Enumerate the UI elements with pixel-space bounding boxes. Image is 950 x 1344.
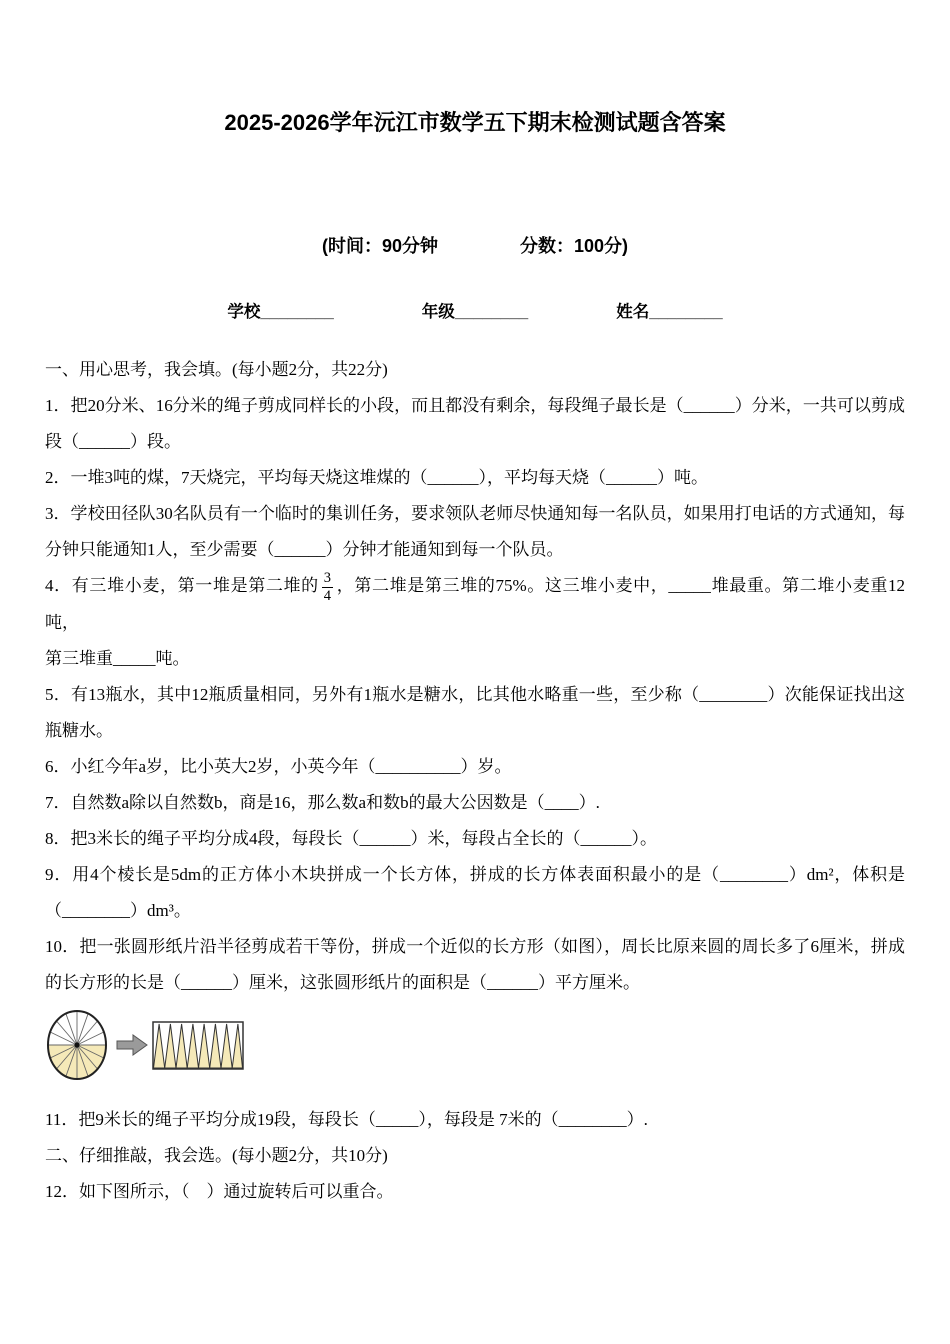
question-8: 8．把3米长的绳子平均分成4段，每段长（______）米，每段占全长的（______）。	[45, 828, 657, 848]
circle-to-rectangle-diagram	[45, 1007, 245, 1087]
grade-field: 年级________	[421, 303, 529, 322]
question-7: 7．自然数a除以自然数b，商是16，那么数a和数b的最大公因数是（____）.	[45, 792, 600, 812]
school-field: 学校________	[227, 303, 334, 322]
name-field: 姓名________	[616, 303, 723, 322]
question-12: 12．如下图所示，（ ）通过旋转后可以重合。	[45, 1181, 394, 1201]
section-1-heading: 一、用心思考，我会填。(每小题2分，共22分)	[45, 360, 388, 380]
time-label: (时间：90分钟	[321, 236, 438, 257]
question-11: 11．把9米长的绳子平均分成19段，每段长（_____），每段是 7米的（________）.	[45, 1109, 648, 1129]
exam-content	[45, 352, 905, 1209]
question-4-line2: 第三堆重_____吨。	[45, 648, 190, 668]
fraction-denominator: 4	[323, 587, 332, 604]
question-5: 5．有13瓶水，其中12瓶质量相同，另外有1瓶水是糖水，比其他水略重一些，至少称（________）次能保证找出这瓶糖水。	[45, 684, 905, 740]
section-2-heading: 二、仔细推敲，我会选。(每小题2分，共10分)	[45, 1145, 388, 1165]
question-1: 1．把20分米、16分米的绳子剪成同样长的小段，而且都没有剩余，每段绳子最长是（______）分米，一共可以剪成段（______）段。	[45, 396, 905, 452]
fraction-numerator: 3	[323, 570, 332, 587]
page-title: 2025-2026学年沅江市数学五下期末检测试题含答案	[224, 110, 726, 135]
question-10-figure	[45, 1007, 905, 1100]
question-3: 3．学校田径队30名队员有一个临时的集训任务，要求领队老师尽快通知每一名队员，如果用打电话的方式通知，每分钟只能通知1人，至少需要（______）分钟才能通知到每一个队员。	[45, 504, 905, 560]
score-label: 分数：100分)	[519, 236, 629, 257]
fraction-three-fourths	[322, 570, 333, 604]
question-4	[45, 568, 905, 640]
question-4-text-before: 4．有三堆小麦，第一堆是第二堆的	[45, 576, 319, 596]
question-4-text-after: ，第二堆是第三堆的75%。这三堆小麦中，_____堆最重。第二堆小麦重12吨，	[45, 576, 905, 632]
circle-center-dot	[74, 1042, 79, 1047]
question-2: 2．一堆3吨的煤，7天烧完，平均每天烧这堆煤的（______），平均每天烧（______）吨。	[45, 468, 708, 488]
exam-meta	[45, 232, 905, 258]
question-10: 10．把一张圆形纸片沿半径剪成若干等份，拼成一个近似的长方形（如图），周长比原来圆的周长多了6厘米，拼成的长方形的长是（______）厘米，这张圆形纸片的面积是（______）平方厘米。	[45, 936, 905, 992]
right-arrow-icon	[117, 1035, 147, 1055]
question-9: 9．用4个棱长是5dm的正方体小木块拼成一个长方体，拼成的长方体表面积最小的是（________）dm²，体积是（________）dm³。	[45, 864, 905, 920]
student-info-fields	[45, 298, 905, 322]
question-6: 6．小红今年a岁，比小英大2岁，小英今年（__________）岁。	[45, 756, 512, 776]
